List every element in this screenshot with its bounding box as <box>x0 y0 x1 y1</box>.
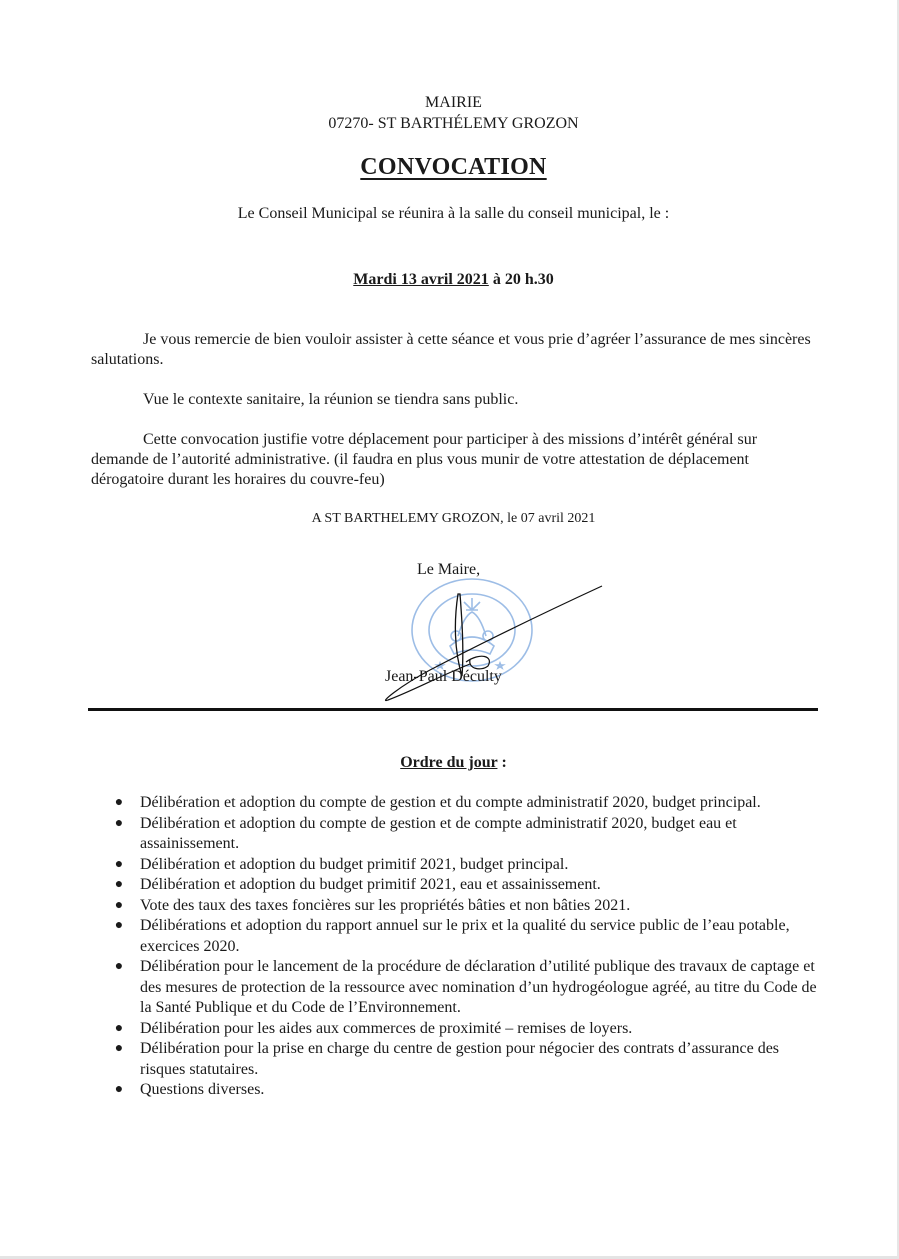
agenda-item-text: Délibération et adoption du compte de gestion et de compte administratif 2020, budget eau et assainissement. <box>140 814 737 852</box>
paragraph-sanitary <box>91 390 816 410</box>
agenda-item-text: Délibération et adoption du compte de gestion et du compte administratif 2020, budget principal. <box>140 794 761 811</box>
bullet-icon: ● <box>114 815 124 831</box>
bullet-icon: ● <box>114 1020 124 1036</box>
bullet-icon: ● <box>114 918 124 933</box>
agenda-item-text: Délibérations et adoption du rapport annuel sur le prix et la qualité du service public de l’eau potable, exercices 2020. <box>140 917 790 955</box>
paragraph-text: Cette convocation justifie votre déplacement pour participer à des missions d’intérêt général sur demande de l’autorité administrative. (il faudra en plus vous munir de votre attestation de déplacement dérogatoire durant les horaires du couvre-feu) <box>91 431 758 488</box>
agenda-item-text: Questions diverses. <box>140 1081 265 1098</box>
meeting-date: Mardi 13 avril 2021 <box>353 271 489 288</box>
document-title <box>91 153 816 181</box>
bullet-icon: ● <box>114 1082 124 1097</box>
bullet-icon: ● <box>114 897 124 913</box>
paragraph-thanks <box>91 330 816 370</box>
paragraph-text: Je vous remercie de bien vouloir assister à cette séance et vous prie d’agréer l’assurance de mes sincères salutations. <box>91 331 811 368</box>
paragraph-justification <box>91 430 816 490</box>
org-name: MAIRIE <box>425 94 482 111</box>
bullet-icon: ● <box>114 959 124 974</box>
agenda-item-text: Délibération et adoption du budget primitif 2021, eau et assainissement. <box>140 876 601 893</box>
agenda-item <box>112 1019 827 1040</box>
agenda-item <box>112 916 827 957</box>
signatory-name: Jean-Paul Déculty <box>385 668 502 685</box>
agenda-item <box>112 957 827 1019</box>
agenda-list <box>112 793 827 1101</box>
signature-block <box>91 536 816 696</box>
agenda-item-text: Délibération pour les aides aux commerces de proximité – remises de loyers. <box>140 1019 633 1037</box>
paragraph-text: Vue le contexte sanitaire, la réunion se tiendra sans public. <box>143 391 519 408</box>
agenda-item-text: Délibération pour la prise en charge du centre de gestion pour négocier des contrats d’assurance des risques statutaires. <box>140 1040 780 1078</box>
meeting-time: à 20 h.30 <box>488 271 554 288</box>
agenda-item-text: Délibération et adoption du budget primitif 2021, budget principal. <box>140 855 569 873</box>
agenda-title: Ordre du jour <box>400 754 498 771</box>
agenda-item <box>112 1039 827 1080</box>
commune-address: 07270- ST BARTHÉLEMY GROZON <box>328 115 579 132</box>
bullet-icon: ● <box>114 856 124 872</box>
agenda-item <box>112 855 827 876</box>
document-body <box>91 92 816 1101</box>
agenda-item-text: Délibération pour le lancement de la procédure de déclaration d’utilité publique des travaux de captage et des mesures de protection de la ressource avec nomination d’un hydrogéologue agréé, au titre du Code de la Santé Publique et du Code de l’Environnement. <box>140 958 817 1016</box>
meeting-datetime <box>91 270 816 290</box>
title-text: CONVOCATION <box>360 154 547 180</box>
agenda-item <box>112 1080 827 1101</box>
handwritten-signature <box>370 580 610 710</box>
agenda-item <box>112 875 827 896</box>
bullet-icon: ● <box>114 1041 124 1056</box>
agenda-item-text: Vote des taux des taxes foncières sur les propriétés bâties et non bâties 2021. <box>140 896 631 914</box>
intro-text: Le Conseil Municipal se réunira à la salle du conseil municipal, le : <box>237 205 670 222</box>
place-and-date: A ST BARTHELEMY GROZON, le 07 avril 2021 <box>311 511 596 526</box>
agenda-heading <box>91 753 816 773</box>
bullet-icon: ● <box>114 795 124 810</box>
agenda-item <box>112 814 827 855</box>
signatory-role: Le Maire, <box>417 561 481 578</box>
agenda-item <box>112 896 827 917</box>
agenda-item <box>112 793 827 814</box>
agenda-title-suffix: : <box>497 754 507 771</box>
bullet-icon: ● <box>114 877 124 892</box>
